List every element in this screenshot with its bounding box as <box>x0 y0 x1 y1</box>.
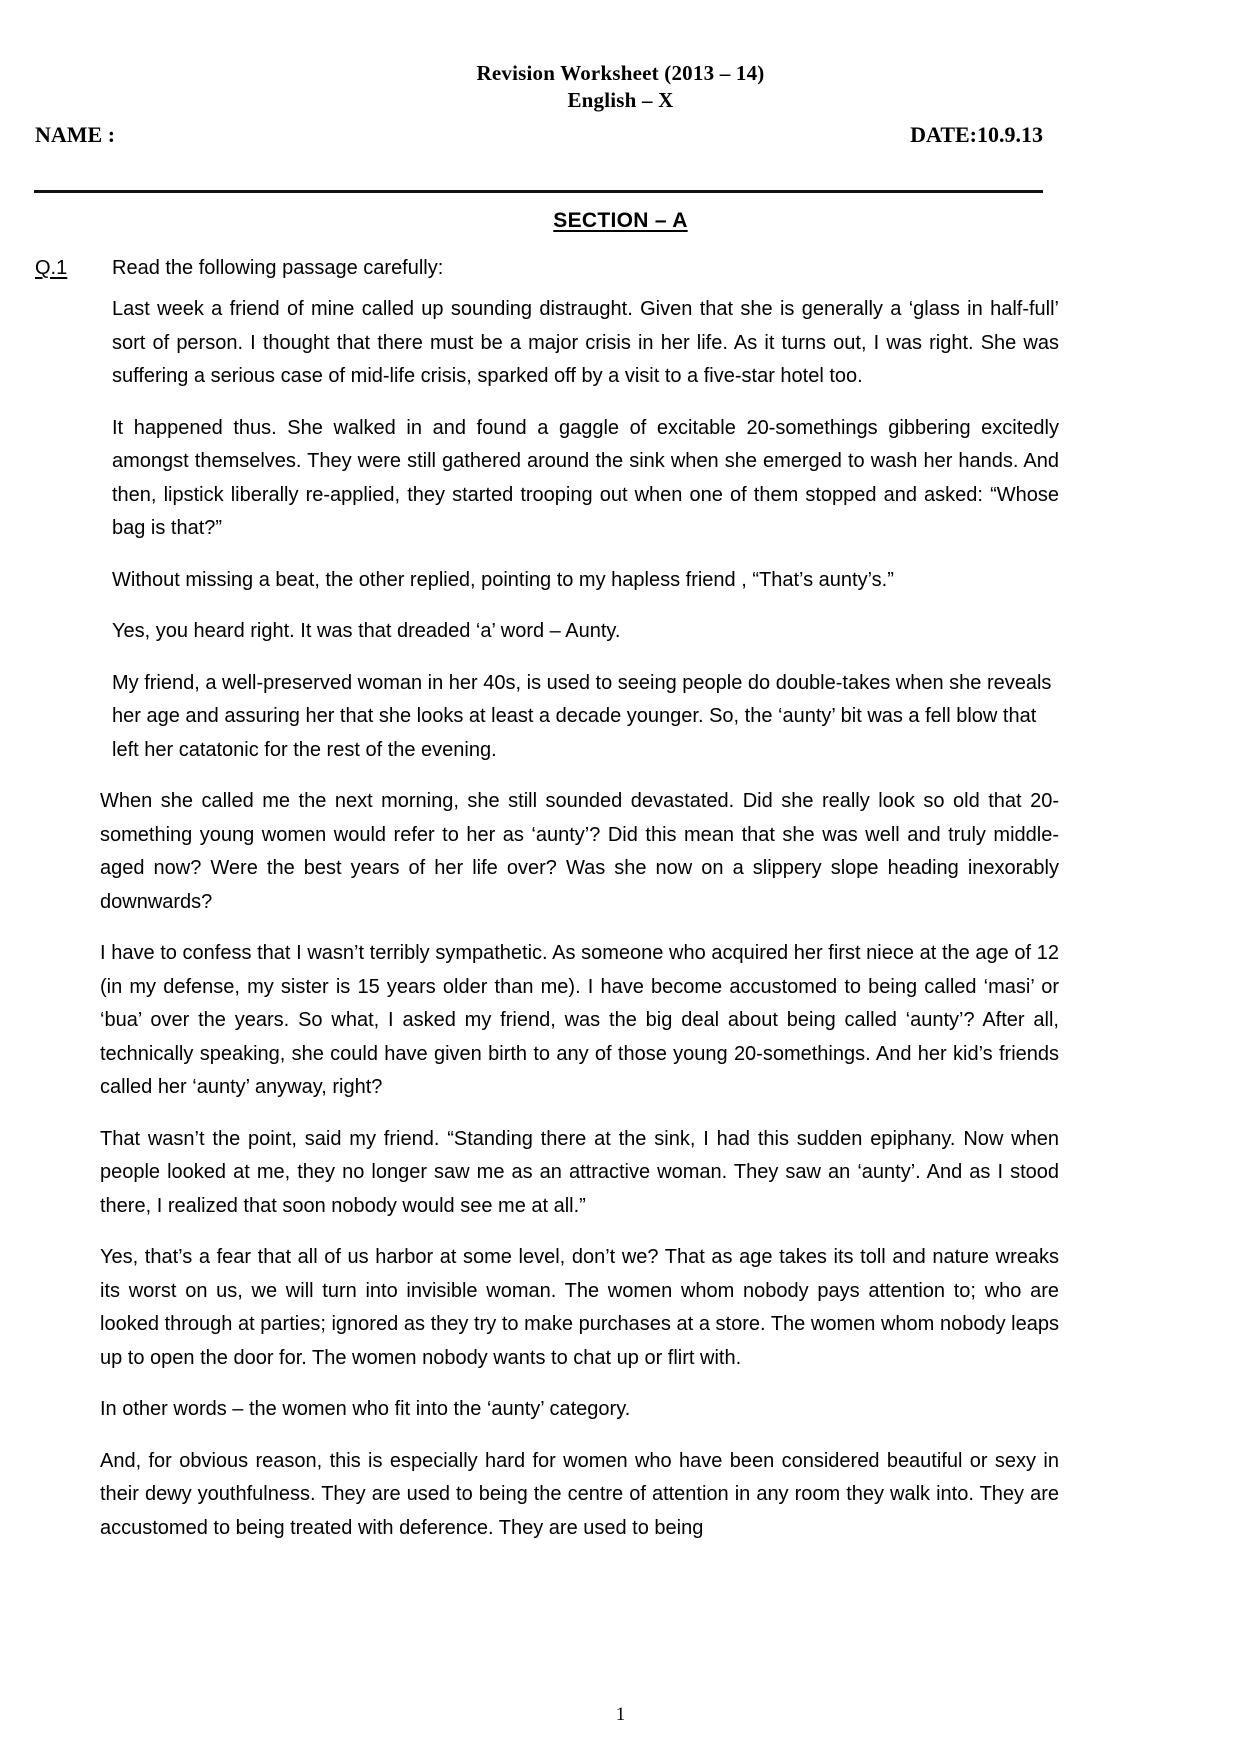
question-instruction: Read the following passage carefully: <box>112 257 444 279</box>
passage-paragraph: My friend, a well-preserved woman in her 40s, is used to seeing people do double-takes when she reveals her age and assuring her that she looks at least a decade younger. So, the ‘aunty’ bit was a fell blow that left her catatonic for the rest of the evening. <box>112 671 1052 761</box>
name-date-row <box>0 120 1241 150</box>
date-field-label: DATE:10.9.13 <box>910 122 1043 147</box>
reading-passage <box>0 293 1241 1545</box>
header-divider-rule <box>34 190 1043 193</box>
worksheet-title: Revision Worksheet (2013 – 14) <box>476 61 765 85</box>
worksheet-subject: English – X <box>567 88 674 112</box>
section-heading-label: SECTION – A <box>553 209 688 232</box>
passage-paragraph: It happened thus. She walked in and found a gaggle of excitable 20-somethings gibbering excitedly amongst themselves. They were still gathered around the sink when she emerged to wash her hands. And then, lipstick liberally re-applied, they started trooping out when one of them stopped and asked: “Whose bag is that?” <box>112 416 1059 539</box>
passage-paragraph: That wasn’t the point, said my friend. “Standing there at the sink, I had this sudden epiphany. Now when people looked at me, they no longer saw me as an attractive woman. They saw an ‘aunty’. And as I stood there, I realized that soon nobody would see me at all.” <box>100 1127 1059 1217</box>
name-field-label: NAME : <box>35 122 116 147</box>
passage-paragraph: In other words – the women who fit into the ‘aunty’ category. <box>100 1398 631 1420</box>
question-row <box>0 253 1241 287</box>
section-heading <box>0 208 1241 234</box>
passage-paragraph: I have to confess that I wasn’t terribly sympathetic. As someone who acquired her first niece at the age of 12 (in my defense, my sister is 15 years older than me). I have become accustomed to being called ‘masi’ or ‘bua’ over the years. So what, I asked my friend, was the big deal about being called ‘aunty’? After all, technically speaking, she could have given birth to any of those young 20-somethings. And her kid’s friends called her ‘aunty’ anyway, right? <box>100 942 1059 1098</box>
passage-paragraph: Without missing a beat, the other replied, pointing to my hapless friend , “That’s aunty’s.” <box>112 568 894 591</box>
passage-paragraph: Yes, that’s a fear that all of us harbor at some level, don’t we? That as age takes its toll and nature wreaks its worst on us, we will turn into invisible woman. The women whom nobody pays attention to; who are looked through at parties; ignored as they try to make purchases at a store. The women whom nobody leaps up to open the door for. The women nobody wants to chat up or flirt with. <box>100 1246 1059 1369</box>
passage-paragraph: And, for obvious reason, this is especially hard for women who have been considered beautiful or sexy in their dewy youthfulness. They are used to being the centre of attention in any room they walk into. They are accustomed to being treated with deference. They are used to being <box>100 1449 1059 1539</box>
question-body <box>0 253 1241 1545</box>
passage-paragraph: When she called me the next morning, she still sounded devastated. Did she really look so old that 20-something young women would refer to her as ‘aunty’? Did this mean that she was well and truly middle-aged now? Were the best years of her life over? Was she now on a slippery slope heading inexorably downwards? <box>100 790 1059 913</box>
passage-paragraph: Yes, you heard right. It was that dreaded ‘a’ word – Aunty. <box>112 620 621 642</box>
passage-paragraph: Last week a friend of mine called up sounding distraught. Given that she is generally a ‘glass in half-full’ sort of person. I thought that there must be a major crisis in her life. As it turns out, I was right. She was suffering a serious case of mid-life crisis, sparked off by a visit to a five-star hotel too. <box>112 298 1059 387</box>
question-number: Q.1 <box>35 257 68 279</box>
document-header <box>0 60 1241 150</box>
page-number: 1 <box>615 1704 626 1725</box>
